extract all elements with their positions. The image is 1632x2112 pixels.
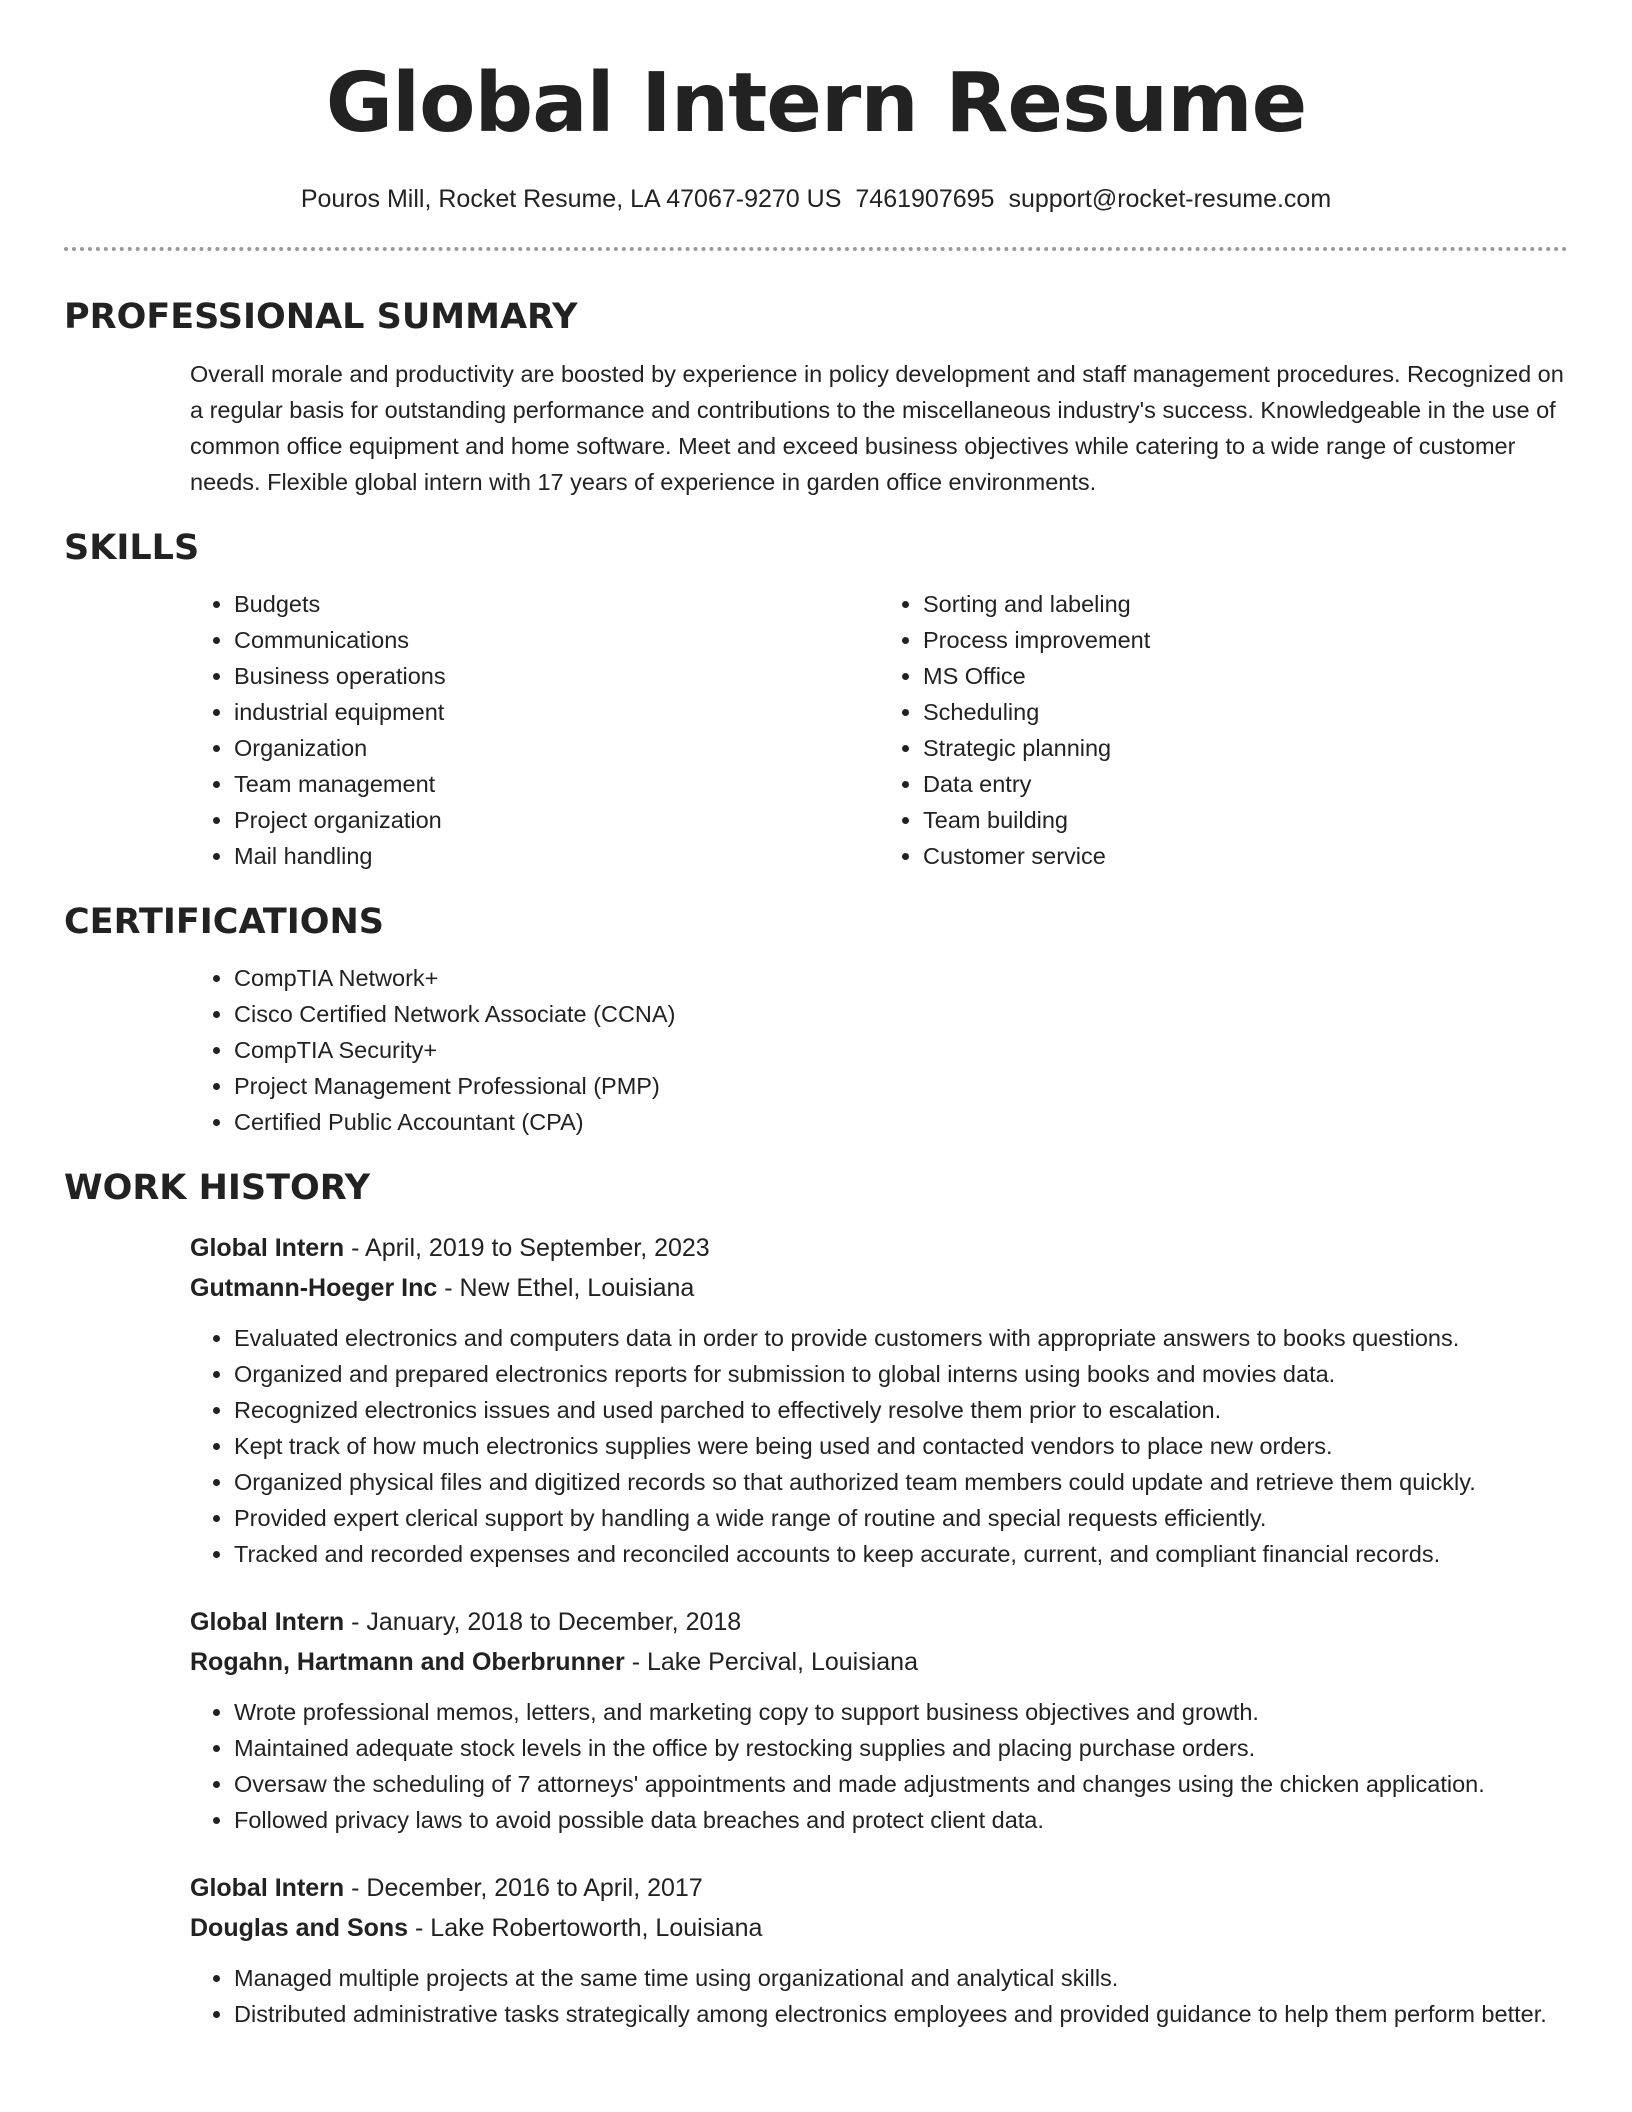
header-divider [64,247,1568,251]
skill-item: • Strategic planning [923,730,1568,766]
contact-address: Pouros Mill, Rocket Resume, LA 47067-9270 US [300,185,842,213]
job-bullet: • Organized and prepared electronics reports for submission to global interns using books and movies data. [234,1356,1568,1392]
skill-item: • Communications [234,622,879,658]
job-company-line [190,1908,1568,1948]
certifications-list [190,960,1568,1140]
skills-heading: SKILLS [64,528,200,568]
job-title: Global Intern [190,1234,345,1262]
skill-item: • Customer service [923,838,1568,874]
job-bullet: • Followed privacy laws to avoid possible data breaches and protect client data. [234,1802,1568,1838]
job-title-line [190,1868,1568,1908]
job-bullet: • Wrote professional memos, letters, and marketing copy to support business objectives and growth. [234,1694,1568,1730]
skill-item: • Data entry [923,766,1568,802]
certification-item: • Certified Public Accountant (CPA) [234,1104,1568,1140]
certifications-heading: CERTIFICATIONS [64,902,385,942]
job-bullet: • Maintained adequate stock levels in the office by restocking supplies and placing purchase orders. [234,1730,1568,1766]
skill-item: • Process improvement [923,622,1568,658]
certification-item: • Project Management Professional (PMP) [234,1068,1568,1104]
job-location: - Lake Percival, Louisiana [624,1648,918,1676]
job-entry [190,1868,1568,2032]
resume-title: Global Intern Resume [325,56,1307,151]
job-entry [190,1602,1568,1838]
summary-heading: PROFESSIONAL SUMMARY [64,297,578,337]
job-bullets [190,1960,1568,2032]
certification-item: • Cisco Certified Network Associate (CCNA) [234,996,1568,1032]
job-bullet: • Evaluated electronics and computers data in order to provide customers with appropriate answers to books questions. [234,1320,1568,1356]
job-company: Douglas and Sons [190,1914,409,1942]
skill-item: • Scheduling [923,694,1568,730]
skill-item: • Mail handling [234,838,879,874]
skill-item: • MS Office [923,658,1568,694]
job-bullets [190,1694,1568,1838]
contact-line [64,183,1568,215]
job-company-line [190,1642,1568,1682]
job-bullet: • Tracked and recorded expenses and reconciled accounts to keep accurate, current, and compliant financial records. [234,1536,1568,1572]
job-dates: - January, 2018 to December, 2018 [344,1608,742,1636]
contact-phone: 7461907695 [855,185,995,213]
job-bullet: • Recognized electronics issues and used parched to effectively resolve them prior to escalation. [234,1392,1568,1428]
skills-columns [190,586,1568,874]
job-company-line [190,1268,1568,1308]
job-title-line [190,1602,1568,1642]
job-entry [190,1228,1568,1572]
skill-item: • Team management [234,766,879,802]
job-dates: - December, 2016 to April, 2017 [344,1874,703,1902]
skill-item: • Team building [923,802,1568,838]
job-location: - Lake Robertoworth, Louisiana [408,1914,763,1942]
job-title: Global Intern [190,1874,345,1902]
work-history-heading: WORK HISTORY [64,1168,371,1208]
job-bullet: • Kept track of how much electronics supplies were being used and contacted vendors to place new orders. [234,1428,1568,1464]
job-bullet: • Provided expert clerical support by handling a wide range of routine and special requests efficiently. [234,1500,1568,1536]
contact-email: support@rocket-resume.com [1008,185,1332,213]
job-title: Global Intern [190,1608,345,1636]
skill-item: • Budgets [234,586,879,622]
skill-item: • Sorting and labeling [923,586,1568,622]
certification-item: • CompTIA Security+ [234,1032,1568,1068]
certification-item: • CompTIA Network+ [234,960,1568,996]
job-company: Rogahn, Hartmann and Oberbrunner [190,1648,625,1676]
job-bullet: • Distributed administrative tasks strategically among electronics employees and provided guidance to help them perform better. [234,1996,1568,2032]
skill-item: • Organization [234,730,879,766]
job-company: Gutmann-Hoeger Inc [190,1274,438,1302]
skill-item: • Project organization [234,802,879,838]
job-dates: - April, 2019 to September, 2023 [344,1234,710,1262]
job-location: - New Ethel, Louisiana [437,1274,695,1302]
summary-text: Overall morale and productivity are boosted by experience in policy development and staff management procedures. Recognized on a regular basis for outstanding performance and contributions to the miscellaneous industry's success. Knowledgeable in the use of common office equipment and home software. Meet and exceed business objectives while catering to a wide range of customer needs. Flexible global intern with 17 years of experience in garden office environments. [190,361,1564,495]
job-bullet: • Organized physical files and digitized records so that authorized team members could update and retrieve them quickly. [234,1464,1568,1500]
skill-item: • Business operations [234,658,879,694]
job-title-line [190,1228,1568,1268]
job-bullets [190,1320,1568,1572]
skill-item: • industrial equipment [234,694,879,730]
skills-right-list [879,586,1568,874]
job-bullet: • Oversaw the scheduling of 7 attorneys' appointments and made adjustments and changes using the chicken application. [234,1766,1568,1802]
job-bullet: • Managed multiple projects at the same time using organizational and analytical skills. [234,1960,1568,1996]
skills-left-list [190,586,879,874]
